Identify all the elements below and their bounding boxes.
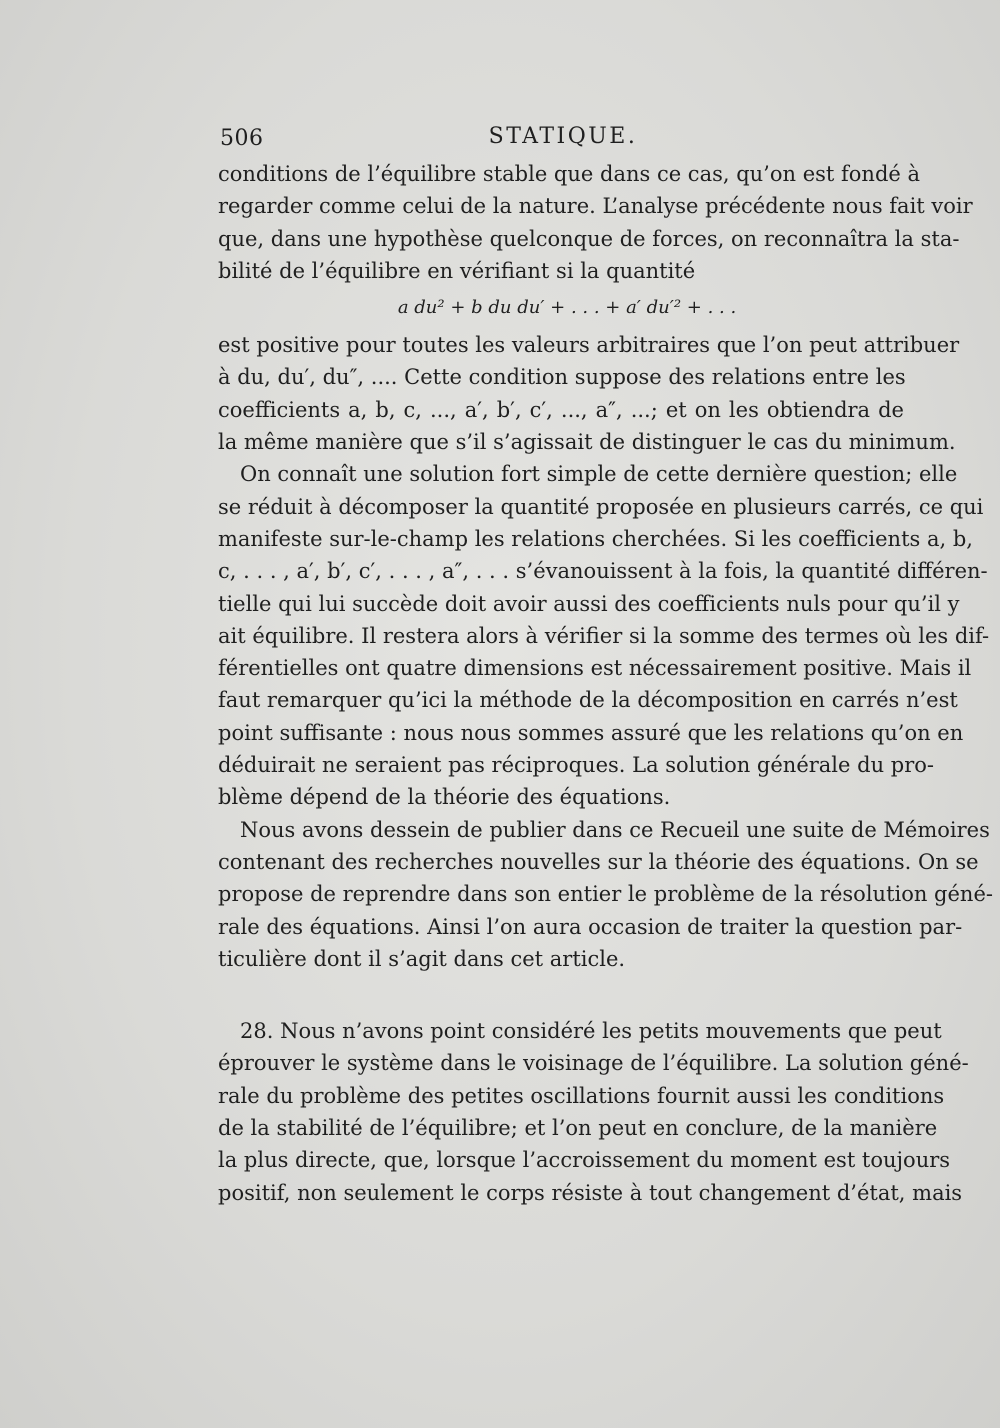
paragraph: [218, 329, 960, 458]
text-line: déduirait ne seraient pas réciproques. La solution générale du pro-: [218, 753, 934, 778]
text-line: se réduit à décomposer la quantité proposée en plusieurs carrés, ce qui: [218, 494, 984, 519]
text-line: de la stabilité de l’équilibre; et l’on peut en conclure, de la manière: [218, 1116, 938, 1141]
text-line: ticulière dont il s’agit dans cet article.: [218, 946, 626, 971]
text-line: ait équilibre. Il restera alors à vérifier si la somme des termes où les dif-: [218, 623, 990, 648]
text-line: rale du problème des petites oscillations fournit aussi les conditions: [218, 1083, 945, 1108]
text-line: contenant des recherches nouvelles sur la théorie des équations. On se: [218, 849, 979, 874]
text-line: à du, du′, du″, .... Cette condition suppose des relations entre les: [218, 365, 906, 390]
text-line: la plus directe, que, lorsque l’accroissement du moment est toujours: [218, 1148, 951, 1173]
text-line: regarder comme celui de la nature. L’analyse précédente nous fait voir: [218, 194, 973, 219]
text-line: c, . . . , a′, b′, c′, . . . , a″, . . . s’évanouissent à la fois, la quantité différen-: [218, 559, 988, 584]
page-body: [218, 158, 993, 1209]
text-line: conditions de l’équilibre stable que dans ce cas, qu’on est fondé à: [218, 162, 921, 186]
paragraph: [218, 158, 973, 287]
text-line: On connaît une solution fort simple de cette dernière question; elle: [240, 462, 958, 487]
section-gap: [218, 975, 904, 1015]
text-line: Nous avons dessein de publier dans ce Recueil une suite de Mémoires: [240, 817, 990, 842]
display-formula: a du² + b du du′ + . . . + a′ du′² + . . .: [397, 297, 737, 319]
text-line: tielle qui lui succède doit avoir aussi des coefficients nuls pour qu’il y: [218, 591, 960, 616]
page-header: [218, 120, 908, 156]
text-line: que, dans une hypothèse quelconque de forces, on reconnaîtra la sta-: [218, 226, 960, 251]
section-28-paragraph: [218, 1015, 969, 1209]
text-line: rale des équations. Ainsi l’on aura occasion de traiter la question par-: [218, 914, 963, 939]
text-line: blème dépend de la théorie des équations.: [218, 785, 671, 810]
text-line: est positive pour toutes les valeurs arbitraires que l’on peut attribuer: [218, 333, 960, 358]
text-line: positif, non seulement le corps résiste à tout changement d’état, mais: [218, 1180, 963, 1205]
running-title: STATIQUE.: [488, 124, 638, 149]
text-line: coefficients a, b, c, ..., a′, b′, c′, ..., a″, ...; et on les obtiendra de: [218, 397, 904, 422]
text-line: férentielles ont quatre dimensions est nécessairement positive. Mais il: [218, 656, 972, 681]
text-line: la même manière que s’il s’agissait de distinguer le cas du minimum.: [218, 430, 956, 455]
page-number: 506: [220, 126, 264, 151]
paragraph: [218, 458, 990, 813]
text-line: point suffisante : nous nous sommes assuré que les relations qu’on en: [218, 720, 964, 745]
text-line: éprouver le système dans le voisinage de l’équilibre. La solution géné-: [218, 1051, 969, 1076]
text-line: manifeste sur-le-champ les relations cherchées. Si les coefficients a, b,: [218, 526, 973, 551]
text-line: bilité de l’équilibre en vérifiant si la quantité: [218, 258, 696, 283]
paragraph: [218, 814, 993, 975]
text-line: 28. Nous n’avons point considéré les petits mouvements que peut: [240, 1019, 942, 1044]
text-line: propose de reprendre dans son entier le problème de la résolution géné-: [218, 882, 993, 907]
text-line: faut remarquer qu’ici la méthode de la décomposition en carrés n’est: [218, 688, 958, 713]
